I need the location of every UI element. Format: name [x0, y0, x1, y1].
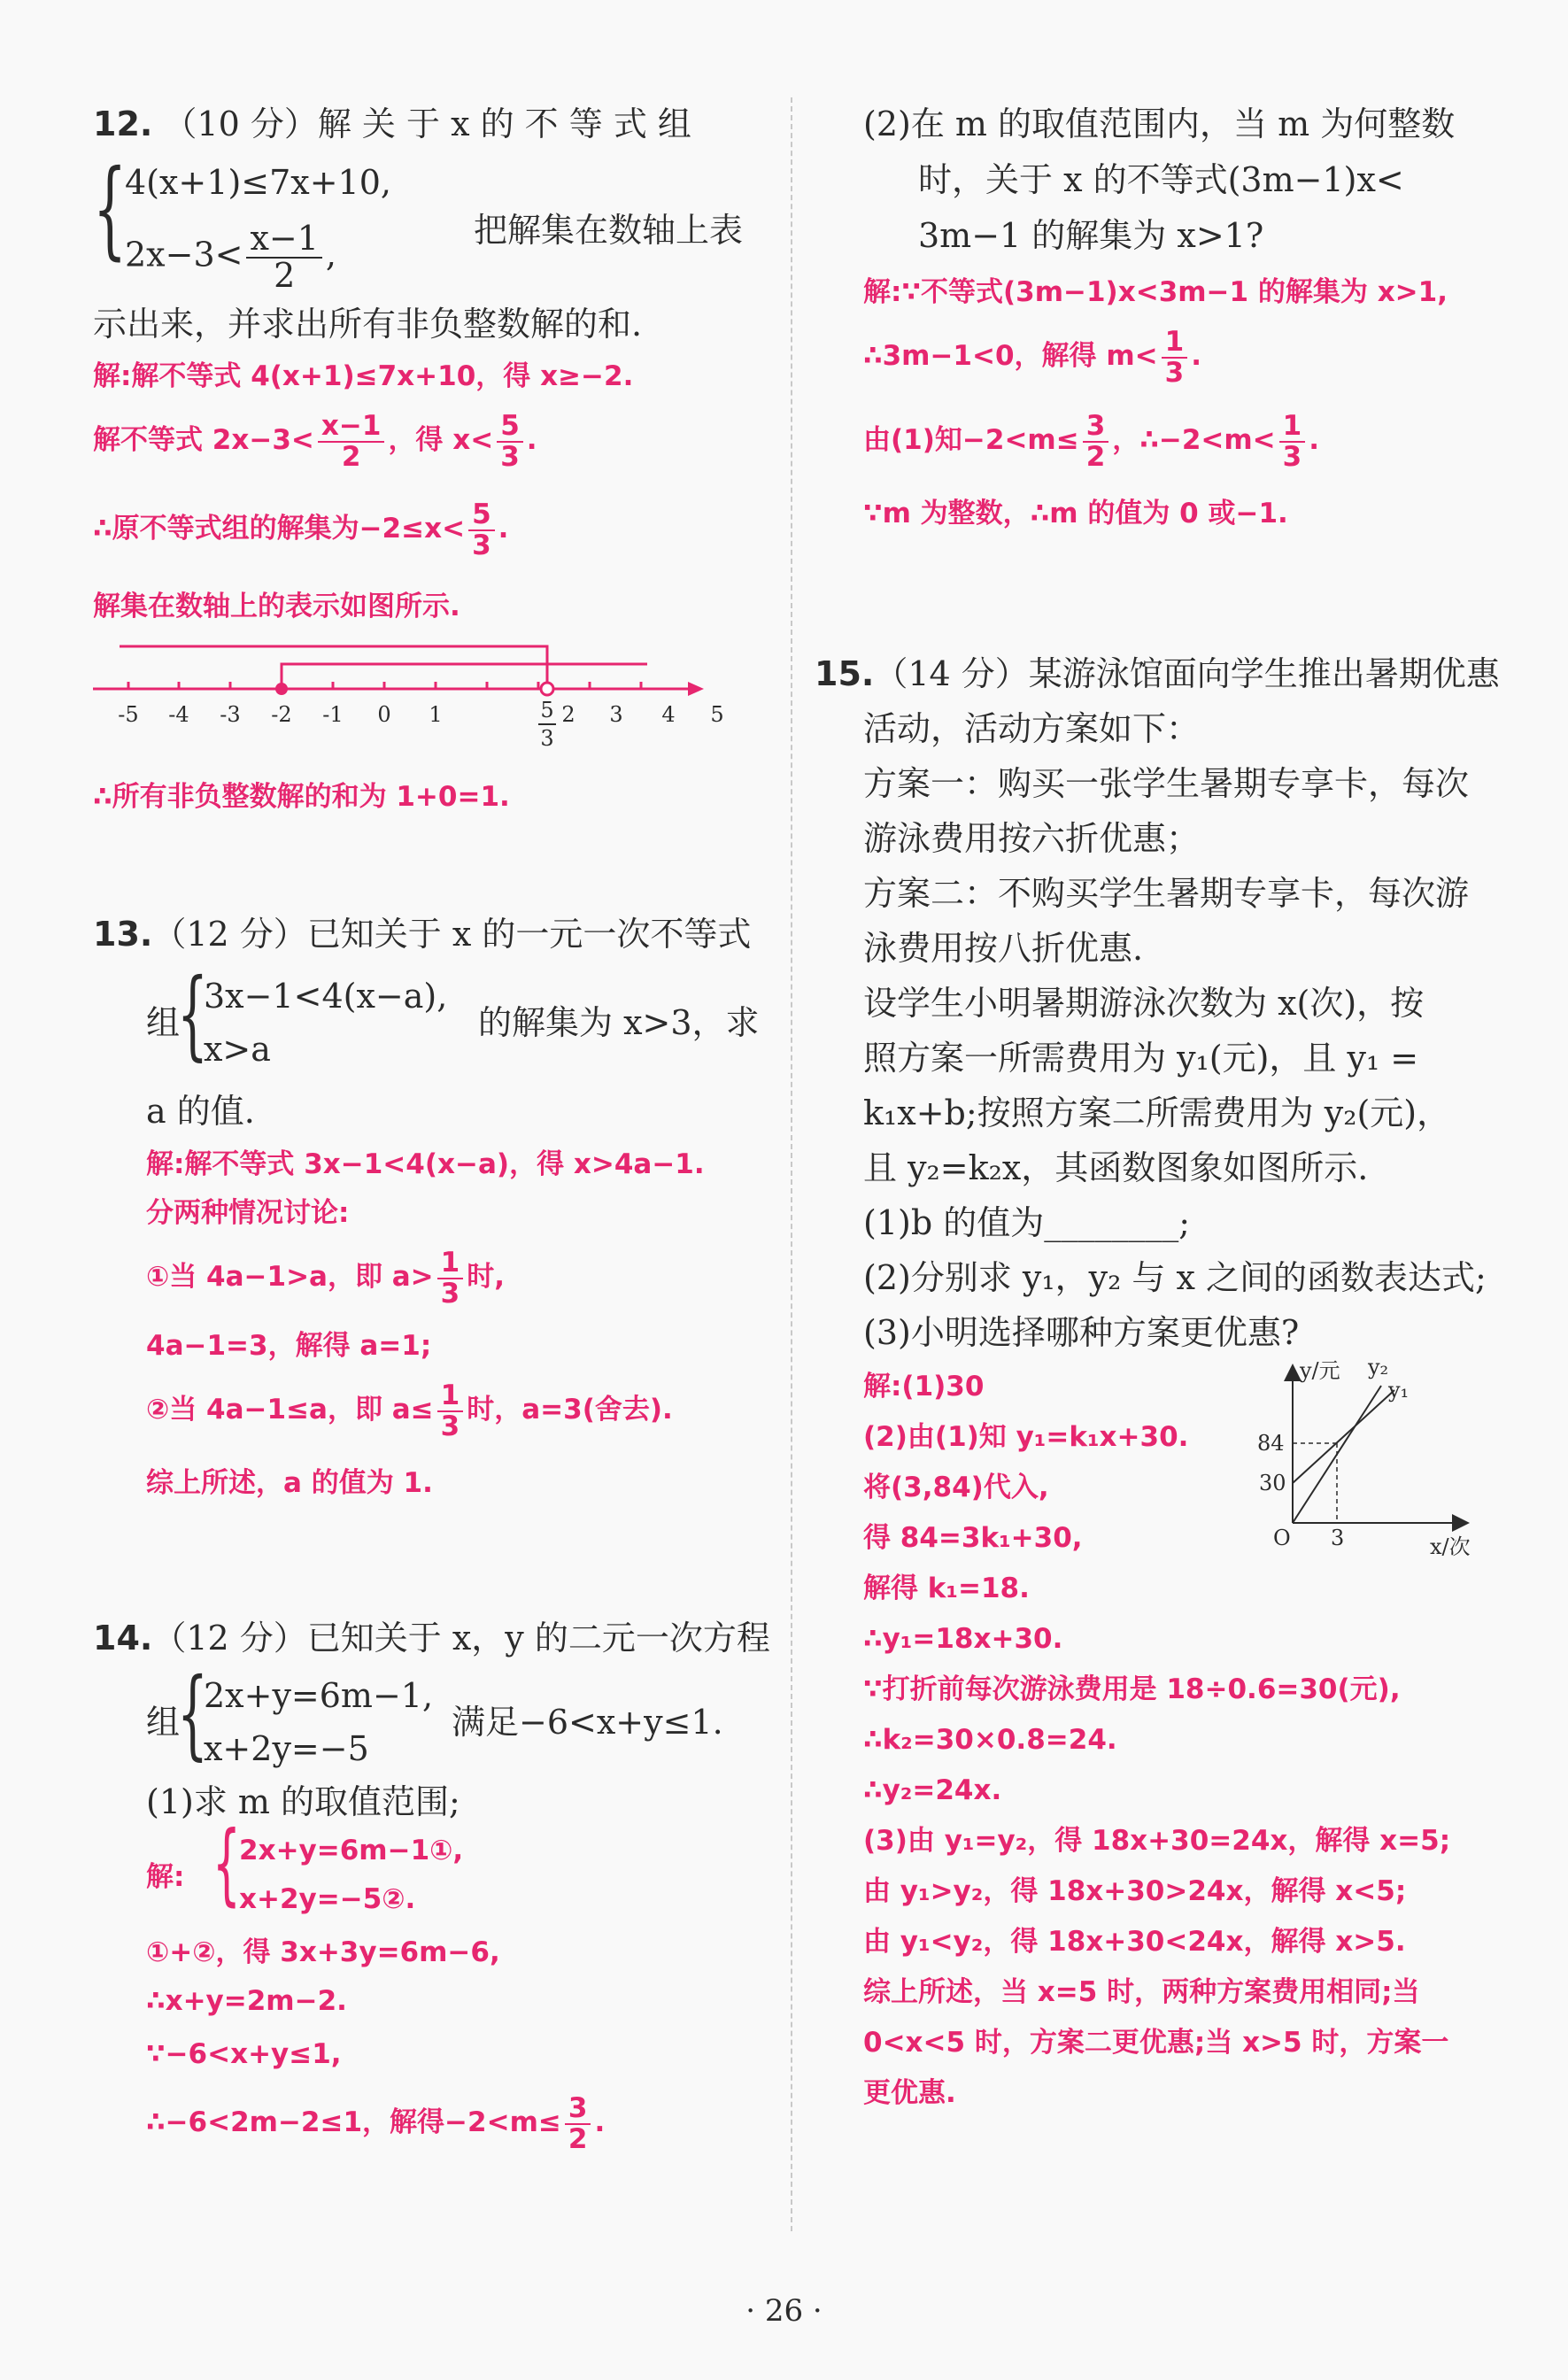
answer-system-eq-2: x+2y=−5②. [239, 1883, 416, 1915]
answer-line: ∵−6<x+y≤1, [146, 2038, 342, 2070]
answer-line: 解:解不等式 4(x+1)≤7x+10，得 x≥−2. [93, 360, 634, 392]
x-axis-label: x/次 [1430, 1534, 1471, 1559]
answer-line: 解:∵不等式(3m−1)x<3m−1 的解集为 x>1, [863, 276, 1448, 308]
sub-question: (2)分别求 y₁，y₂ 与 x 之间的函数表达式; [863, 1258, 1487, 1297]
tick-label: 1 [429, 702, 443, 727]
question-stem: （10 分）解 关 于 x 的 不 等 式 组 [163, 104, 691, 143]
question-stem-cont: a 的值. [146, 1092, 255, 1131]
tick-label: 3 [540, 726, 554, 751]
system-eq-1: 2x+y=6m−1, [204, 1676, 434, 1715]
tick-label: -3 [220, 702, 241, 727]
answer-line: ∵m 为整数，∴m 的值为 0 或−1. [863, 498, 1288, 529]
brace-icon: { [177, 1657, 208, 1770]
question-stem-cont: k₁x+b;按照方案二所需费用为 y₂(元)， [863, 1093, 1451, 1132]
sub-question: (3)小明选择哪种方案更优惠? [863, 1313, 1300, 1352]
answer-line: ①+②，得 3x+3y=6m−6, [146, 1936, 500, 1968]
answer-line: 将(3,84)代入, [863, 1472, 1049, 1503]
y1-line [1293, 1390, 1394, 1483]
answer-line: ∴所有非负整数解的和为 1+0=1. [93, 781, 510, 813]
answer-line: ∴y₂=24x. [863, 1774, 1002, 1806]
sub-question: (1)b 的值为________; [863, 1203, 1191, 1242]
question-stem-cont: 泳费用按八折优惠. [863, 929, 1144, 968]
tick-label: 4 [661, 702, 676, 727]
sub-question: 时，关于 x 的不等式(3m−1)x< [918, 160, 1404, 199]
tick-label: 0 [377, 702, 391, 727]
answer-line: ∴k₂=30×0.8=24. [863, 1724, 1117, 1756]
answer-line: ∴−6<2m−2≤1，解得−2<m≤ $\frac{3}{2}$ . [146, 2092, 606, 2155]
answer-line: 0<x<5 时，方案二更优惠;当 x>5 时，方案一 [863, 2027, 1449, 2059]
y-tick-30: 30 [1259, 1471, 1286, 1495]
system-eq-1: 4(x+1)≤7x+10, [125, 163, 391, 202]
answer-line: 解:解不等式 3x−1<4(x−a)，得 x>4a−1. [146, 1148, 705, 1180]
answer-line: (2)由(1)知 y₁=k₁x+30. [863, 1421, 1189, 1453]
question-number: 14. [93, 1619, 153, 1658]
question-stem-cont: 方案二：不购买学生暑期专享卡，每次游 [863, 874, 1470, 913]
question-stem-cont: 游泳费用按六折优惠； [863, 819, 1201, 858]
page-number: · 26 · [745, 2293, 823, 2329]
answer-line: ∴3m−1<0，解得 m< $\frac{1}{3}$ . [863, 326, 1201, 389]
answer-line: 解得 k₁=18. [863, 1572, 1030, 1604]
column-divider [791, 97, 792, 2231]
answer-line: ∴x+y=2m−2. [146, 1985, 347, 2017]
sub-question: 3m−1 的解集为 x>1? [918, 216, 1264, 255]
answer-line: ①当 4a−1>a，即 a> $\frac{1}{3}$ 时, [146, 1247, 506, 1310]
answer-line: 由 y₁>y₂，得 18x+30>24x，解得 x<5; [863, 1875, 1407, 1907]
tick-label: 5 [540, 698, 554, 722]
brace-icon: { [212, 1812, 241, 1915]
answer-line: 解: [146, 1861, 185, 1893]
system-eq-2: 2x−3< $\frac{x-1}{2}$ , [125, 219, 337, 295]
y1-line-label: y₁ [1388, 1378, 1410, 1402]
system-eq-2: x>a [204, 1030, 271, 1069]
question-number: 13. [93, 915, 153, 954]
question-stem-cont: 把解集在数轴上表 [474, 211, 744, 250]
tick-label: -5 [118, 702, 139, 727]
answer-line: (3)由 y₁=y₂，得 18x+30=24x，解得 x=5; [863, 1825, 1451, 1857]
x-tick-3: 3 [1331, 1526, 1345, 1550]
answer-line: 4a−1=3，解得 a=1; [146, 1330, 432, 1362]
question-stem-cont: 照方案一所需费用为 y₁(元)，且 y₁ = [863, 1039, 1419, 1078]
answer-line: 分两种情况讨论: [146, 1197, 350, 1229]
tick-label: 3 [609, 702, 623, 727]
question-stem: （12 分）已知关于 x 的一元一次不等式 [152, 915, 752, 954]
origin-label: O [1273, 1526, 1291, 1550]
brace-icon: { [93, 148, 127, 271]
tick-label: -2 [271, 702, 292, 727]
number-line [93, 629, 724, 753]
question-stem: （14 分）某游泳馆面向学生推出暑期优惠 [874, 654, 1500, 693]
answer-line: 解不等式 2x−3< $\frac{x-1}{2}$ ，得 x< $\frac{5}{3}$ . [93, 410, 537, 473]
question-stem-cont: 活动，活动方案如下： [863, 709, 1201, 748]
sub-question: (1)求 m 的取值范围; [146, 1782, 460, 1821]
question-number: 12. [93, 104, 153, 143]
question-number: 15. [815, 654, 875, 693]
answer-line: 解:(1)30 [863, 1371, 985, 1402]
answer-system-eq-1: 2x+y=6m−1①, [239, 1835, 464, 1866]
zu-label: 组 [146, 1703, 181, 1742]
question-stem-cont: 且 y₂=k₂x，其函数图象如图所示. [863, 1148, 1369, 1187]
answer-line: 由 y₁<y₂，得 18x+30<24x，解得 x>5. [863, 1926, 1406, 1958]
question-stem: （12 分）已知关于 x，y 的二元一次方程 [152, 1619, 770, 1658]
question-stem-cont: 的解集为 x>3，求 [478, 1003, 760, 1042]
tick-label: -1 [322, 702, 344, 727]
tick-label: -4 [168, 702, 189, 727]
answer-line: ∴y₁=18x+30. [863, 1623, 1063, 1655]
y-tick-84: 84 [1257, 1431, 1285, 1456]
answer-line: ②当 4a−1≤a，即 a≤ $\frac{1}{3}$ 时，a=3(舍去). [146, 1379, 673, 1442]
answer-line: 综上所述，a 的值为 1. [146, 1467, 433, 1499]
answer-line: 得 84=3k₁+30, [863, 1522, 1083, 1554]
tick-label: 2 [561, 702, 575, 727]
answer-line: 更优惠. [863, 2077, 956, 2109]
answer-line: 综上所述，当 x=5 时，两种方案费用相同;当 [863, 1976, 1420, 2008]
system-eq-1: 3x−1<4(x−a), [204, 977, 448, 1016]
sub-question: (2)在 m 的取值范围内，当 m 为何整数 [863, 104, 1456, 143]
question-stem-cont: 方案一：购买一张学生暑期专享卡，每次 [863, 764, 1470, 803]
answer-line: ∵打折前每次游泳费用是 18÷0.6=30(元), [863, 1673, 1401, 1705]
answer-line: ∴原不等式组的解集为−2≤x< $\frac{5}{3}$ . [93, 498, 509, 561]
tick-label: 5 [710, 702, 724, 727]
question-stem-cont: 设学生小明暑期游泳次数为 x(次)，按 [863, 984, 1425, 1023]
answer-line: 由(1)知−2<m≤ $\frac{3}{2}$ ，∴−2<m< $\frac{1}{3}$ . [863, 410, 1320, 473]
question-stem-cont: 示出来，并求出所有非负整数解的和. [93, 305, 643, 344]
function-graph [1257, 1355, 1470, 1567]
answer-line: 解集在数轴上的表示如图所示. [93, 591, 460, 622]
y2-line-label: y₂ [1368, 1355, 1389, 1379]
y-axis-label: y/元 [1300, 1358, 1340, 1383]
question-stem-cont: 满足−6<x+y≤1. [452, 1703, 723, 1742]
system-eq-2: x+2y=−5 [204, 1729, 369, 1768]
zu-label: 组 [146, 1003, 181, 1042]
brace-icon: { [177, 957, 208, 1070]
